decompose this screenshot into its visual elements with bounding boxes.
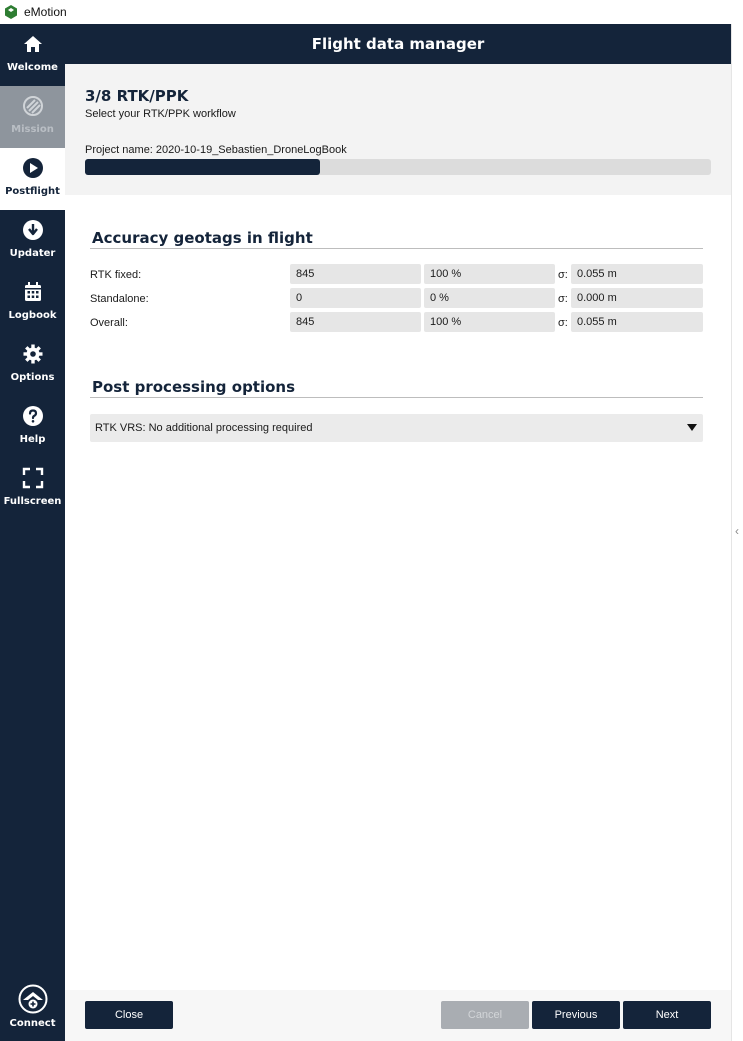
standalone-count-field: 0	[290, 288, 421, 308]
sidebar-item-welcome[interactable]	[0, 24, 65, 86]
sidebar-item-logbook[interactable]	[0, 272, 65, 334]
fullscreen-icon	[22, 467, 44, 489]
sidebar-item-label: Mission	[11, 124, 54, 135]
sidebar-item-help[interactable]	[0, 396, 65, 458]
connect-icon	[18, 984, 48, 1014]
step-progress-fill	[85, 159, 320, 175]
page-header	[65, 24, 731, 64]
postflight-icon	[22, 157, 44, 179]
standalone-percent-field: 0 %	[424, 288, 555, 308]
sidebar-item-updater[interactable]	[0, 210, 65, 272]
sidebar-item-label: Help	[19, 434, 46, 445]
post-processing-heading: Post processing options	[92, 378, 296, 396]
sidebar-item-postflight[interactable]	[0, 148, 65, 210]
sidebar-item-connect[interactable]	[0, 980, 65, 1038]
sidebar-item-label: Welcome	[7, 62, 58, 73]
post-processing-selected-value: RTK VRS: No additional processing required	[95, 422, 313, 434]
emotion-logo-icon	[4, 5, 18, 19]
rtk-fixed-label: RTK fixed:	[90, 269, 142, 281]
rtk-fixed-sigma-field: 0.055 m	[571, 264, 703, 284]
page-title: Flight data manager	[311, 35, 485, 53]
overall-count-field: 845	[290, 312, 421, 332]
standalone-sigma-field: 0.000 m	[571, 288, 703, 308]
overall-sigma-field: 0.055 m	[571, 312, 703, 332]
window-title: eMotion	[24, 5, 67, 19]
rtk-fixed-count-field: 845	[290, 264, 421, 284]
sigma-label: σ:	[558, 317, 568, 329]
home-icon	[22, 33, 44, 55]
project-name: Project name: 2020-10-19_Sebastien_DroneLogBook	[85, 144, 347, 156]
sidebar-item-fullscreen[interactable]	[0, 458, 65, 520]
mission-icon	[22, 95, 44, 117]
step-progress-bar	[85, 159, 711, 175]
close-button[interactable]: Close	[85, 1001, 173, 1029]
sidebar-item-label: Updater	[9, 248, 56, 259]
sigma-label: σ:	[558, 269, 568, 281]
next-button[interactable]: Next	[623, 1001, 711, 1029]
window-titlebar	[0, 0, 743, 24]
standalone-label: Standalone:	[90, 293, 149, 305]
collapse-handle-icon[interactable]: ‹	[735, 524, 739, 538]
rtk-fixed-percent-field: 100 %	[424, 264, 555, 284]
post-processing-select[interactable]	[90, 414, 703, 442]
post-processing-divider	[90, 397, 703, 398]
step-panel	[65, 64, 731, 195]
step-subtitle: Select your RTK/PPK workflow	[85, 108, 236, 120]
updater-icon	[22, 219, 44, 241]
chevron-down-icon	[687, 424, 697, 431]
help-icon	[22, 405, 44, 427]
overall-percent-field: 100 %	[424, 312, 555, 332]
step-title: 3/8 RTK/PPK	[85, 87, 189, 105]
sidebar-item-label: Options	[10, 372, 55, 383]
gear-icon	[22, 343, 44, 365]
overall-label: Overall:	[90, 317, 128, 329]
sigma-label: σ:	[558, 293, 568, 305]
sidebar-item-options[interactable]	[0, 334, 65, 396]
accuracy-divider	[90, 248, 703, 249]
sidebar-item-label: Fullscreen	[3, 496, 62, 507]
cancel-button[interactable]: Cancel	[441, 1001, 529, 1029]
accuracy-heading: Accuracy geotags in flight	[92, 229, 313, 247]
sidebar-item-mission[interactable]	[0, 86, 65, 148]
sidebar-item-label: Logbook	[8, 310, 57, 321]
calendar-icon	[22, 281, 44, 303]
sidebar-item-label: Postflight	[5, 186, 60, 197]
sidebar-item-label: Connect	[9, 1018, 56, 1029]
previous-button[interactable]: Previous	[532, 1001, 620, 1029]
